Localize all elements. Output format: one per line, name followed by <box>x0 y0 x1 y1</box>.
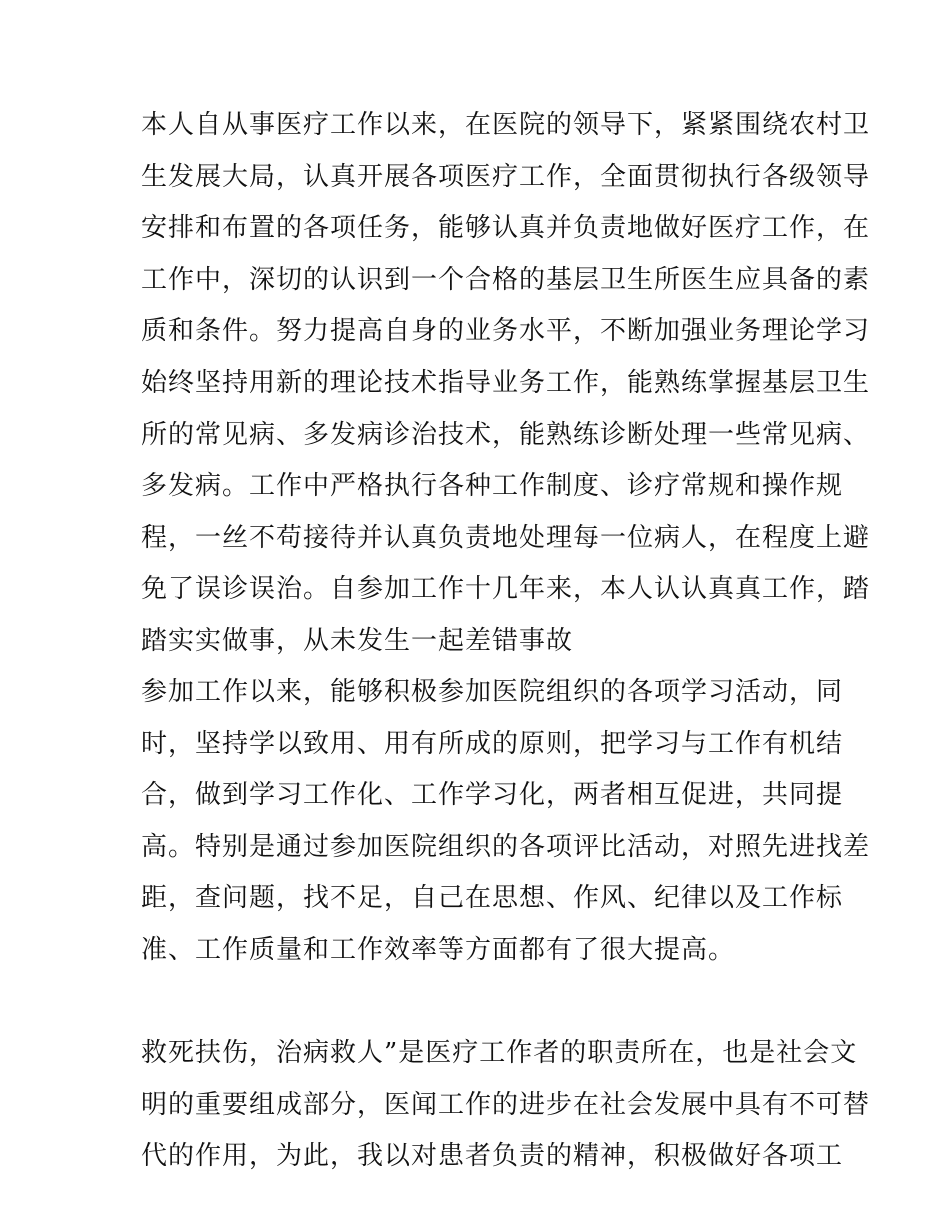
paragraph-line: 本人自从事医疗工作以来，在医院的领导下，紧紧围绕农村卫 <box>141 110 871 140</box>
paragraph-line: 安排和布置的各项任务，能够认真并负责地做好医疗工作，在 <box>141 213 871 244</box>
paragraph-line: 始终坚持用新的理论技术指导业务工作，能熟练掌握基层卫生 <box>141 367 871 398</box>
paragraph-line: 高。特别是通过参加医院组织的各项评比活动，对照先进找差 <box>141 831 871 862</box>
paragraph-line: 工作中，深切的认识到一个合格的基层卫生所医生应具备的素 <box>141 264 871 295</box>
paragraph-line: 质和条件。努力提高自身的业务水平，不断加强业务理论学习 <box>141 316 871 347</box>
paragraph-1 <box>141 100 871 668</box>
paragraph-line: 多发病。工作中严格执行各种工作制度、诊疗常规和操作规 <box>141 471 844 502</box>
paragraph-line: 距，查问题，找不足，自己在思想、作风、纪律以及工作标 <box>141 883 844 914</box>
paragraph-line: 参加工作以来，能够积极参加医院组织的各项学习活动，同 <box>141 677 844 707</box>
paragraph-line: 明的重要组成部分，医闻工作的进步在社会发展中具有不可替 <box>141 1089 871 1120</box>
paragraph-3 <box>141 1028 871 1183</box>
paragraph-line: 生发展大局，认真开展各项医疗工作，全面贯彻执行各级领导 <box>141 161 871 192</box>
paragraph-line: 时，坚持学以致用、用有所成的原则，把学习与工作有机结 <box>141 728 844 759</box>
paragraph-line: 代的作用，为此，我以对患者负责的精神，积极做好各项工 <box>141 1141 844 1172</box>
paragraph-line: 程，一丝不苟接待并认真负责地处理每一位病人，在程度上避 <box>141 522 871 553</box>
paragraph-line: 救死扶伤，治病救人”是医疗工作者的职责所在，也是社会文 <box>141 1038 858 1068</box>
paragraph-line: 踏实实做事，从未发生一起差错事故 <box>141 625 574 656</box>
paragraph-line: 合，做到学习工作化、工作学习化，两者相互促进，共同提 <box>141 780 844 811</box>
paragraph-line: 准、工作质量和工作效率等方面都有了很大提高。 <box>141 934 736 965</box>
paragraph-line: 所的常见病、多发病诊治技术，能熟练诊断处理一些常见病、 <box>141 419 871 450</box>
paragraph-line: 免了误诊误治。自参加工作十几年来，本人认认真真工作，踏 <box>141 574 871 605</box>
paragraph-2 <box>141 667 871 977</box>
